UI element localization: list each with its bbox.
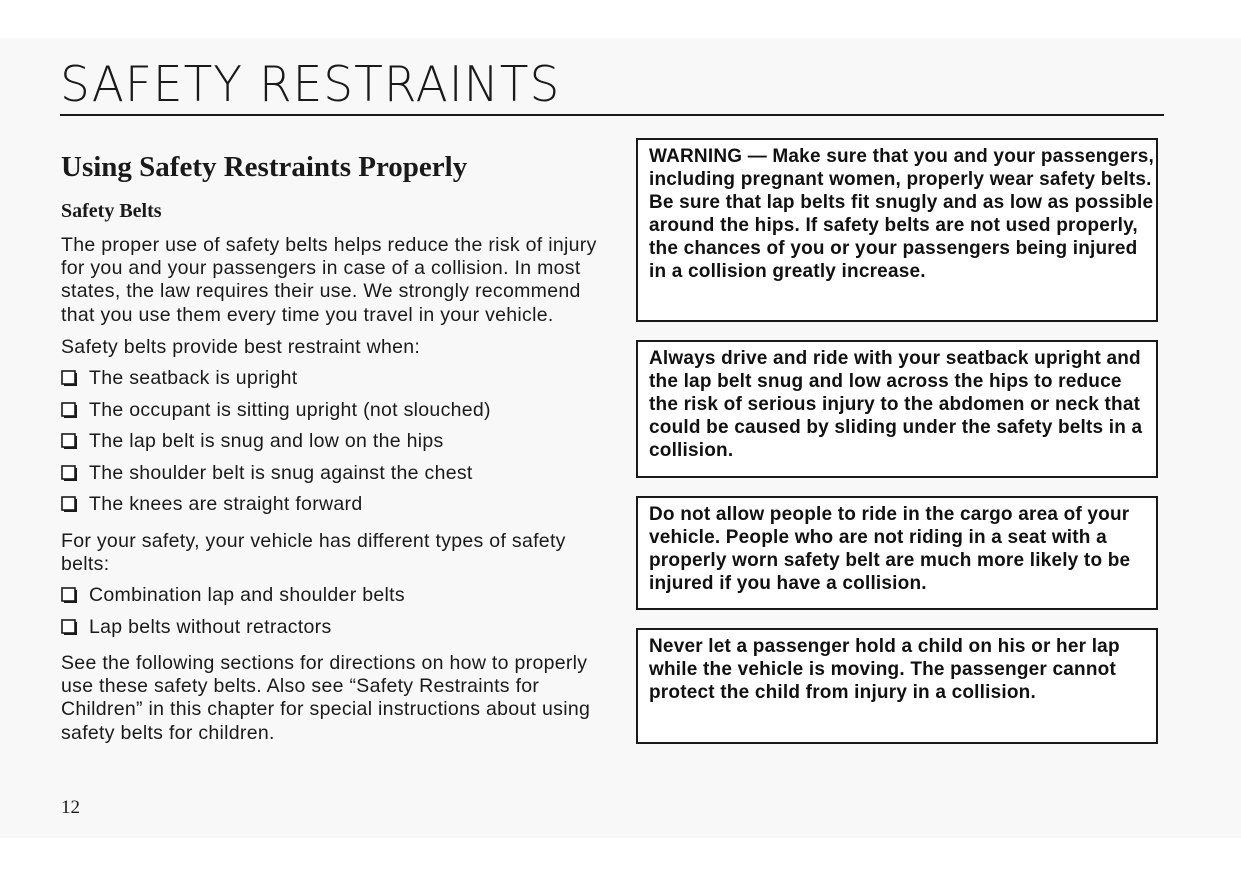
restraint-lead: Safety belts provide best restraint when: [61, 335, 421, 358]
restraint-list [61, 363, 601, 521]
checkbox-icon [61, 465, 78, 482]
page-number: 12 [61, 797, 80, 818]
checkbox-icon [61, 402, 78, 419]
warning-box-seatbelt-use [636, 138, 1158, 322]
title-rule [60, 114, 1164, 116]
checkbox-icon [61, 496, 78, 513]
checkbox-icon [61, 619, 78, 636]
list-item-text: Lap belts without retractors [89, 615, 332, 638]
warning-text: WARNING — Make sure that you and your passengers, including pregnant women, properly wear safety belts. Be sure that lap belts fit snugly and as low as possible around the hips. If safety belts are not used properly, the chances of you or your passengers being injured in a collision greatly increase. [649, 146, 1154, 282]
warning-text: Never let a passenger hold a child on his or her lap while the vehicle is moving. The passenger cannot protect the child from injury in a collision. [649, 636, 1120, 703]
list-item [61, 395, 601, 427]
closing-paragraph: See the following sections for directions on how to properly use these safety belts. Also see “Safety Restraints for Children” in this chapter for special instructions about using safety belts for children. [61, 651, 591, 744]
types-lead: For your safety, your vehicle has different types of safety belts: [61, 529, 566, 575]
list-item [61, 489, 601, 521]
checkbox-icon [61, 433, 78, 450]
list-item [61, 580, 601, 612]
warning-text: Always drive and ride with your seatback upright and the lap belt snug and low across the hips to reduce the risk of serious injury to the abdomen or neck that could be caused by sliding under the safety belts in a collision. [649, 348, 1143, 461]
checkbox-icon [61, 370, 78, 387]
sub-heading: Safety Belts [61, 200, 162, 222]
warning-box-child-lap [636, 628, 1158, 744]
list-item-text: The occupant is sitting upright (not slouched) [89, 398, 491, 421]
list-item [61, 458, 601, 490]
list-item-text: The lap belt is snug and low on the hips [89, 430, 444, 453]
warning-text: Do not allow people to ride in the cargo area of your vehicle. People who are not riding in a seat with a properly worn safety belt are much more likely to be injured if you have a collision. [649, 504, 1131, 594]
intro-paragraph: The proper use of safety belts helps reduce the risk of injury for you and your passengers in case of a collision. In most states, the law requires their use. We strongly recommend that you use them every time you travel in your vehicle. [61, 234, 597, 326]
warning-box-cargo-area [636, 496, 1158, 610]
page-title: SAFETY RESTRAINTS [60, 56, 561, 114]
types-list [61, 580, 601, 643]
section-heading: Using Safety Restraints Properly [61, 151, 468, 183]
list-item [61, 426, 601, 458]
checkbox-icon [61, 587, 78, 604]
list-item-text: The shoulder belt is snug against the chest [89, 461, 473, 484]
warning-box-seatback [636, 340, 1158, 478]
list-item-text: The seatback is upright [89, 367, 298, 390]
list-item-text: Combination lap and shoulder belts [89, 584, 405, 607]
list-item [61, 611, 601, 643]
list-item [61, 363, 601, 395]
list-item-text: The knees are straight forward [89, 493, 363, 516]
left-column [61, 148, 601, 745]
